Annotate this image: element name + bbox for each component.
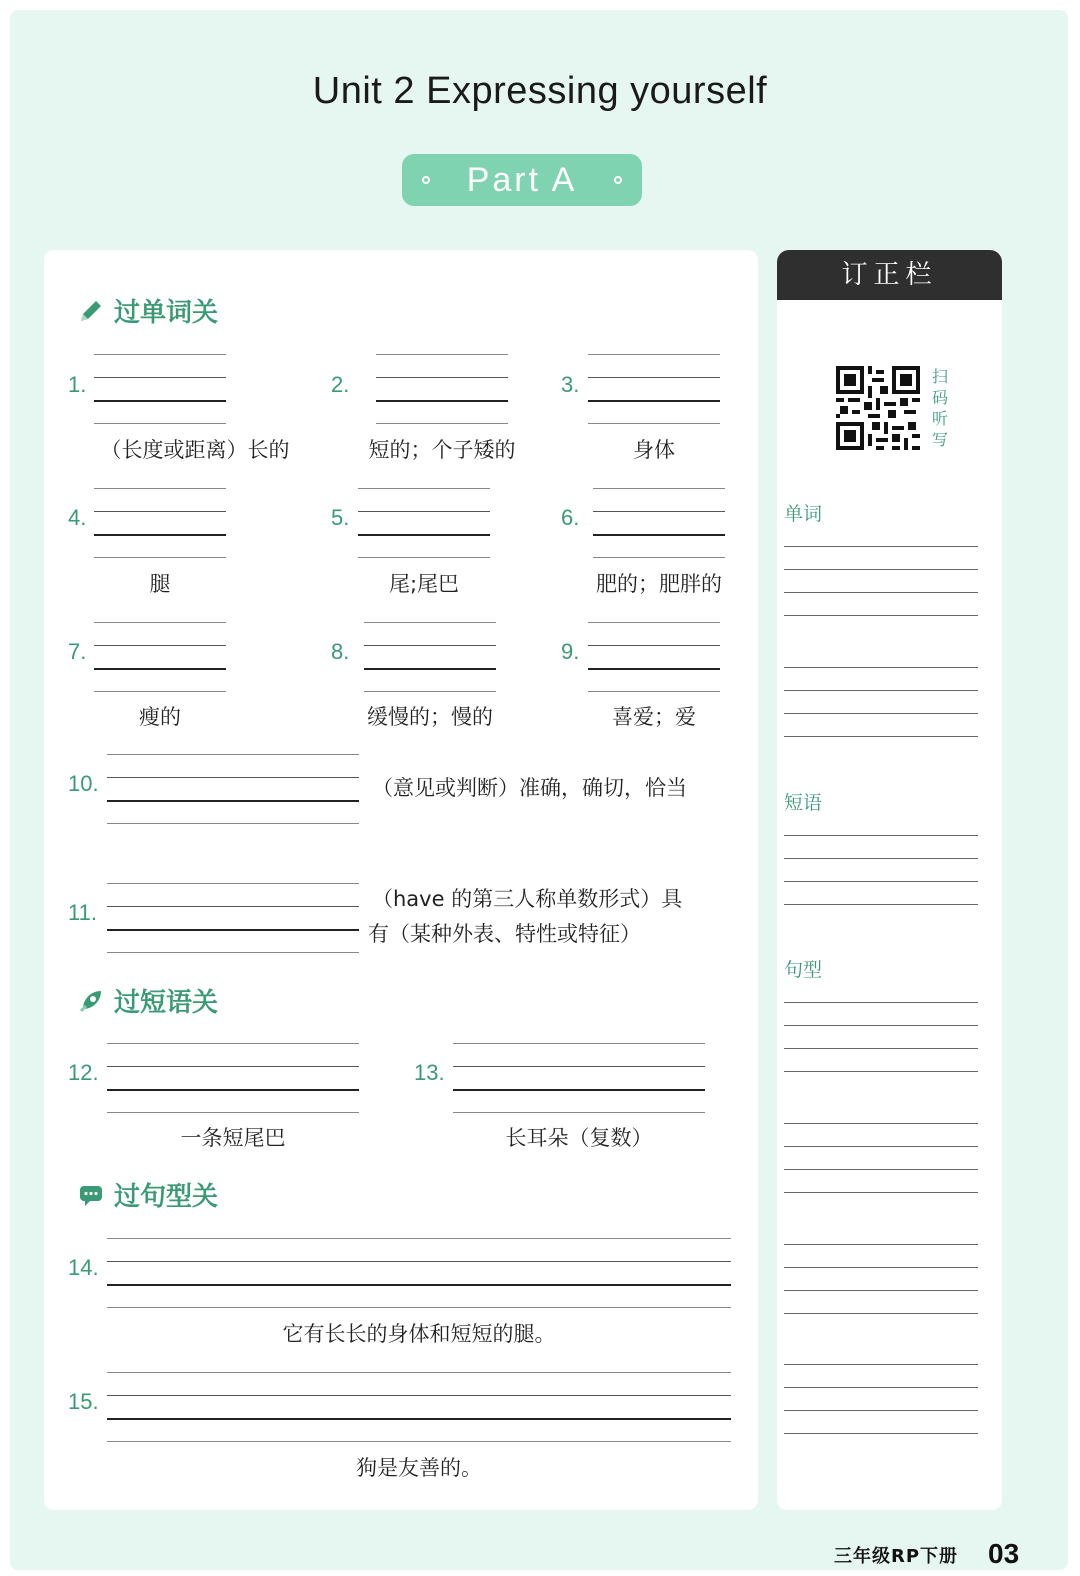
question-number: 8. <box>331 639 350 664</box>
meaning-14: 它有长长的身体和短短的腿。 <box>282 1322 556 1346</box>
correction-panel-title: 订正栏 <box>777 250 1002 300</box>
question-number: 6. <box>561 505 580 530</box>
question-number: 1. <box>68 372 87 397</box>
section-title-words <box>76 292 218 329</box>
section-title-text: 过单词关 <box>114 298 219 328</box>
meaning-9: 喜爱；爱 <box>612 705 696 729</box>
sidebar-label-words: 单词 <box>784 503 823 525</box>
meaning-13: 长耳朵（复数） <box>505 1126 653 1150</box>
question-number: 5. <box>331 505 350 530</box>
meaning-6: 肥的；肥胖的 <box>596 572 722 596</box>
question-number: 4. <box>68 505 87 530</box>
meaning-8: 缓慢的；慢的 <box>367 705 493 729</box>
question-number: 2. <box>331 372 350 397</box>
part-label: Part A <box>466 160 578 199</box>
meaning-11-line1: （have 的第三人称单数形式）具 <box>372 887 683 911</box>
section-title-text: 过句型关 <box>114 1182 219 1212</box>
book-label: 三年级RP下册 <box>834 1546 959 1567</box>
question-number: 3. <box>561 372 580 397</box>
question-number: 15. <box>68 1389 99 1414</box>
meaning-3: 身体 <box>633 438 675 462</box>
part-badge <box>402 154 642 206</box>
rocket-icon <box>76 986 106 1016</box>
sidebar-label-sentences: 句型 <box>784 959 823 981</box>
section-title-phrases <box>76 982 218 1019</box>
pencil-icon <box>76 296 106 326</box>
unit-title: Unit 2 Expressing yourself <box>312 70 768 112</box>
section-title-text: 过短语关 <box>114 988 219 1018</box>
section-title-sentences <box>76 1176 218 1213</box>
meaning-15: 狗是友善的。 <box>356 1456 482 1480</box>
meaning-7: 瘦的 <box>139 705 181 729</box>
meaning-12: 一条短尾巴 <box>180 1126 286 1150</box>
question-number: 14. <box>68 1255 99 1280</box>
question-number: 9. <box>561 639 580 664</box>
question-number: 7. <box>68 639 87 664</box>
meaning-11-line2: 有（某种外表、特性或特征） <box>368 922 641 946</box>
qr-code-icon[interactable] <box>836 366 920 450</box>
page-number: 03 <box>988 1538 1020 1569</box>
sidebar-label-phrases: 短语 <box>784 792 823 814</box>
meaning-2: 短的；个子矮的 <box>368 438 516 462</box>
chat-bubble-icon <box>76 1180 106 1210</box>
dot-icon <box>422 176 430 184</box>
question-number: 12. <box>68 1060 99 1085</box>
meaning-10: （意见或判断）准确，确切，恰当 <box>372 776 687 800</box>
question-number: 10. <box>68 771 99 796</box>
question-number: 13. <box>414 1060 445 1085</box>
scan-dictation-label: 扫码听写 <box>932 367 949 449</box>
meaning-1: （长度或距离）长的 <box>100 438 290 462</box>
question-number: 11. <box>68 900 97 925</box>
meaning-5: 尾;尾巴 <box>388 572 460 596</box>
meaning-4: 腿 <box>149 572 171 596</box>
dot-icon <box>614 176 622 184</box>
